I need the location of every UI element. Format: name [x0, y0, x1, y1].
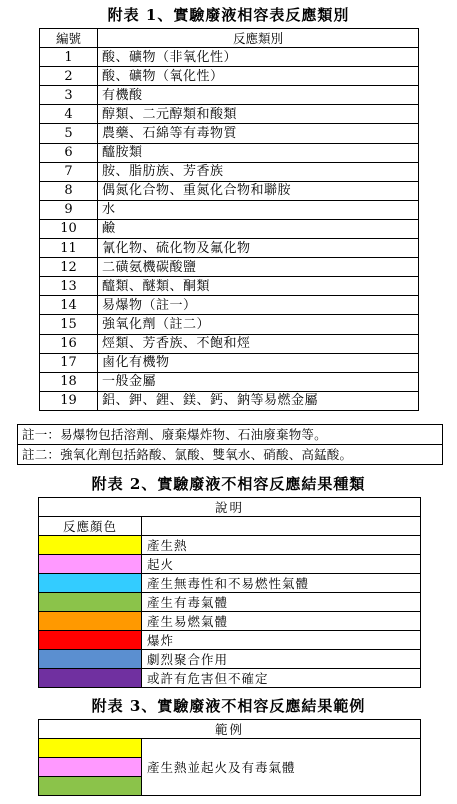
result-label: 產生有毒氣體 — [142, 593, 421, 612]
table1-title: 附表 1、實驗廢液相容表反應類別 — [107, 6, 350, 24]
table2-title: 附表 2、實驗廢液不相容反應結果種類 — [91, 475, 366, 493]
color-swatch — [39, 536, 142, 555]
table-row — [39, 574, 421, 593]
table-row — [39, 669, 421, 688]
category-description: 鹼 — [98, 219, 419, 238]
category-number: 14 — [40, 296, 98, 315]
column-header-category: 反應類別 — [98, 29, 419, 48]
table3-header-row — [39, 720, 421, 739]
result-label: 劇烈聚合作用 — [142, 650, 421, 669]
result-label: 或許有危害但不確定 — [142, 669, 421, 688]
table-row — [40, 181, 419, 200]
category-number: 15 — [40, 315, 98, 334]
table-row — [40, 372, 419, 391]
table-row — [39, 650, 421, 669]
table1-header-row — [40, 29, 419, 48]
color-swatch — [39, 650, 142, 669]
category-number: 2 — [40, 67, 98, 86]
reaction-example-table — [38, 719, 421, 796]
category-description: 鹵化有機物 — [98, 353, 419, 372]
category-description: 醇類、二元醇類和酸類 — [98, 105, 419, 124]
table-row — [39, 739, 421, 758]
category-number: 6 — [40, 143, 98, 162]
category-description: 一般金屬 — [98, 372, 419, 391]
table-row — [39, 631, 421, 650]
table3-header: 範例 — [39, 720, 421, 739]
category-description: 易爆物（註一） — [98, 296, 419, 315]
category-description: 酸、礦物（非氧化性） — [98, 48, 419, 67]
table-row — [40, 239, 419, 258]
color-column-header: 反應顏色 — [39, 517, 142, 536]
footnote-1: 註一：易爆物包括溶劑、廢棄爆炸物、石油廢棄物等。 — [22, 427, 327, 442]
category-description: 醯胺類 — [98, 143, 419, 162]
result-label: 產生易燃氣體 — [142, 612, 421, 631]
table-row — [40, 143, 419, 162]
table-row — [40, 334, 419, 353]
category-number: 11 — [40, 239, 98, 258]
table-row — [40, 86, 419, 105]
table3-title: 附表 3、實驗廢液不相容反應結果範例 — [91, 697, 366, 715]
category-description: 農藥、石綿等有毒物質 — [98, 124, 419, 143]
category-description: 水 — [98, 200, 419, 219]
table-row — [39, 536, 421, 555]
category-number: 19 — [40, 391, 98, 410]
footnote-2: 註二：強氧化劑包括鉻酸、氯酸、雙氧水、硝酸、高錳酸。 — [18, 444, 442, 464]
color-swatch — [39, 612, 142, 631]
table-row — [40, 353, 419, 372]
category-number: 13 — [40, 277, 98, 296]
category-description: 強氧化劑（註二） — [98, 315, 419, 334]
category-description: 二磺氨機碳酸鹽 — [98, 258, 419, 277]
category-number: 3 — [40, 86, 98, 105]
result-label: 產生熱 — [142, 536, 421, 555]
category-description: 胺、脂肪族、芳香族 — [98, 162, 419, 181]
table-row — [40, 105, 419, 124]
table-row — [39, 555, 421, 574]
example-text: 產生熱並起火及有毒氣體 — [142, 739, 421, 796]
category-description: 偶氮化合物、重氮化合物和聯胺 — [98, 181, 419, 200]
category-description: 酸、礦物（氧化性） — [98, 67, 419, 86]
color-swatch — [39, 555, 142, 574]
color-swatch — [39, 739, 142, 758]
category-number: 12 — [40, 258, 98, 277]
column-header-number: 編號 — [40, 29, 98, 48]
color-swatch — [39, 777, 142, 796]
table-row — [39, 612, 421, 631]
table-row — [40, 315, 419, 334]
category-number: 10 — [40, 219, 98, 238]
result-label: 起火 — [142, 555, 421, 574]
category-number: 8 — [40, 181, 98, 200]
category-number: 4 — [40, 105, 98, 124]
category-number: 17 — [40, 353, 98, 372]
table-row — [40, 296, 419, 315]
table-row — [40, 391, 419, 410]
table-row — [40, 67, 419, 86]
category-description: 鋁、鉀、鋰、鎂、鈣、鈉等易燃金屬 — [98, 391, 419, 410]
table-row — [40, 124, 419, 143]
category-description: 醯類、醚類、酮類 — [98, 277, 419, 296]
category-description: 有機酸 — [98, 86, 419, 105]
category-description: 氰化物、硫化物及氟化物 — [98, 239, 419, 258]
category-number: 16 — [40, 334, 98, 353]
category-number: 1 — [40, 48, 98, 67]
table-row — [39, 593, 421, 612]
result-label: 爆炸 — [142, 631, 421, 650]
table2-header: 說明 — [39, 498, 421, 517]
table-row — [40, 258, 419, 277]
table-row — [40, 162, 419, 181]
table-row — [40, 48, 419, 67]
category-number: 18 — [40, 372, 98, 391]
category-number: 5 — [40, 124, 98, 143]
color-swatch — [39, 631, 142, 650]
reaction-category-table — [39, 28, 419, 411]
color-swatch — [39, 669, 142, 688]
footnotes — [17, 424, 443, 465]
category-number: 9 — [40, 200, 98, 219]
table-row — [40, 219, 419, 238]
color-swatch — [39, 758, 142, 777]
empty-cell — [142, 517, 421, 536]
category-number: 7 — [40, 162, 98, 181]
category-description: 烴類、芳香族、不飽和烴 — [98, 334, 419, 353]
table-row — [40, 200, 419, 219]
table2-header-row — [39, 498, 421, 517]
result-label: 產生無毒性和不易燃性氣體 — [142, 574, 421, 593]
table2-color-header-row — [39, 517, 421, 536]
reaction-result-table — [38, 497, 421, 688]
color-swatch — [39, 574, 142, 593]
table-row — [40, 277, 419, 296]
color-swatch — [39, 593, 142, 612]
